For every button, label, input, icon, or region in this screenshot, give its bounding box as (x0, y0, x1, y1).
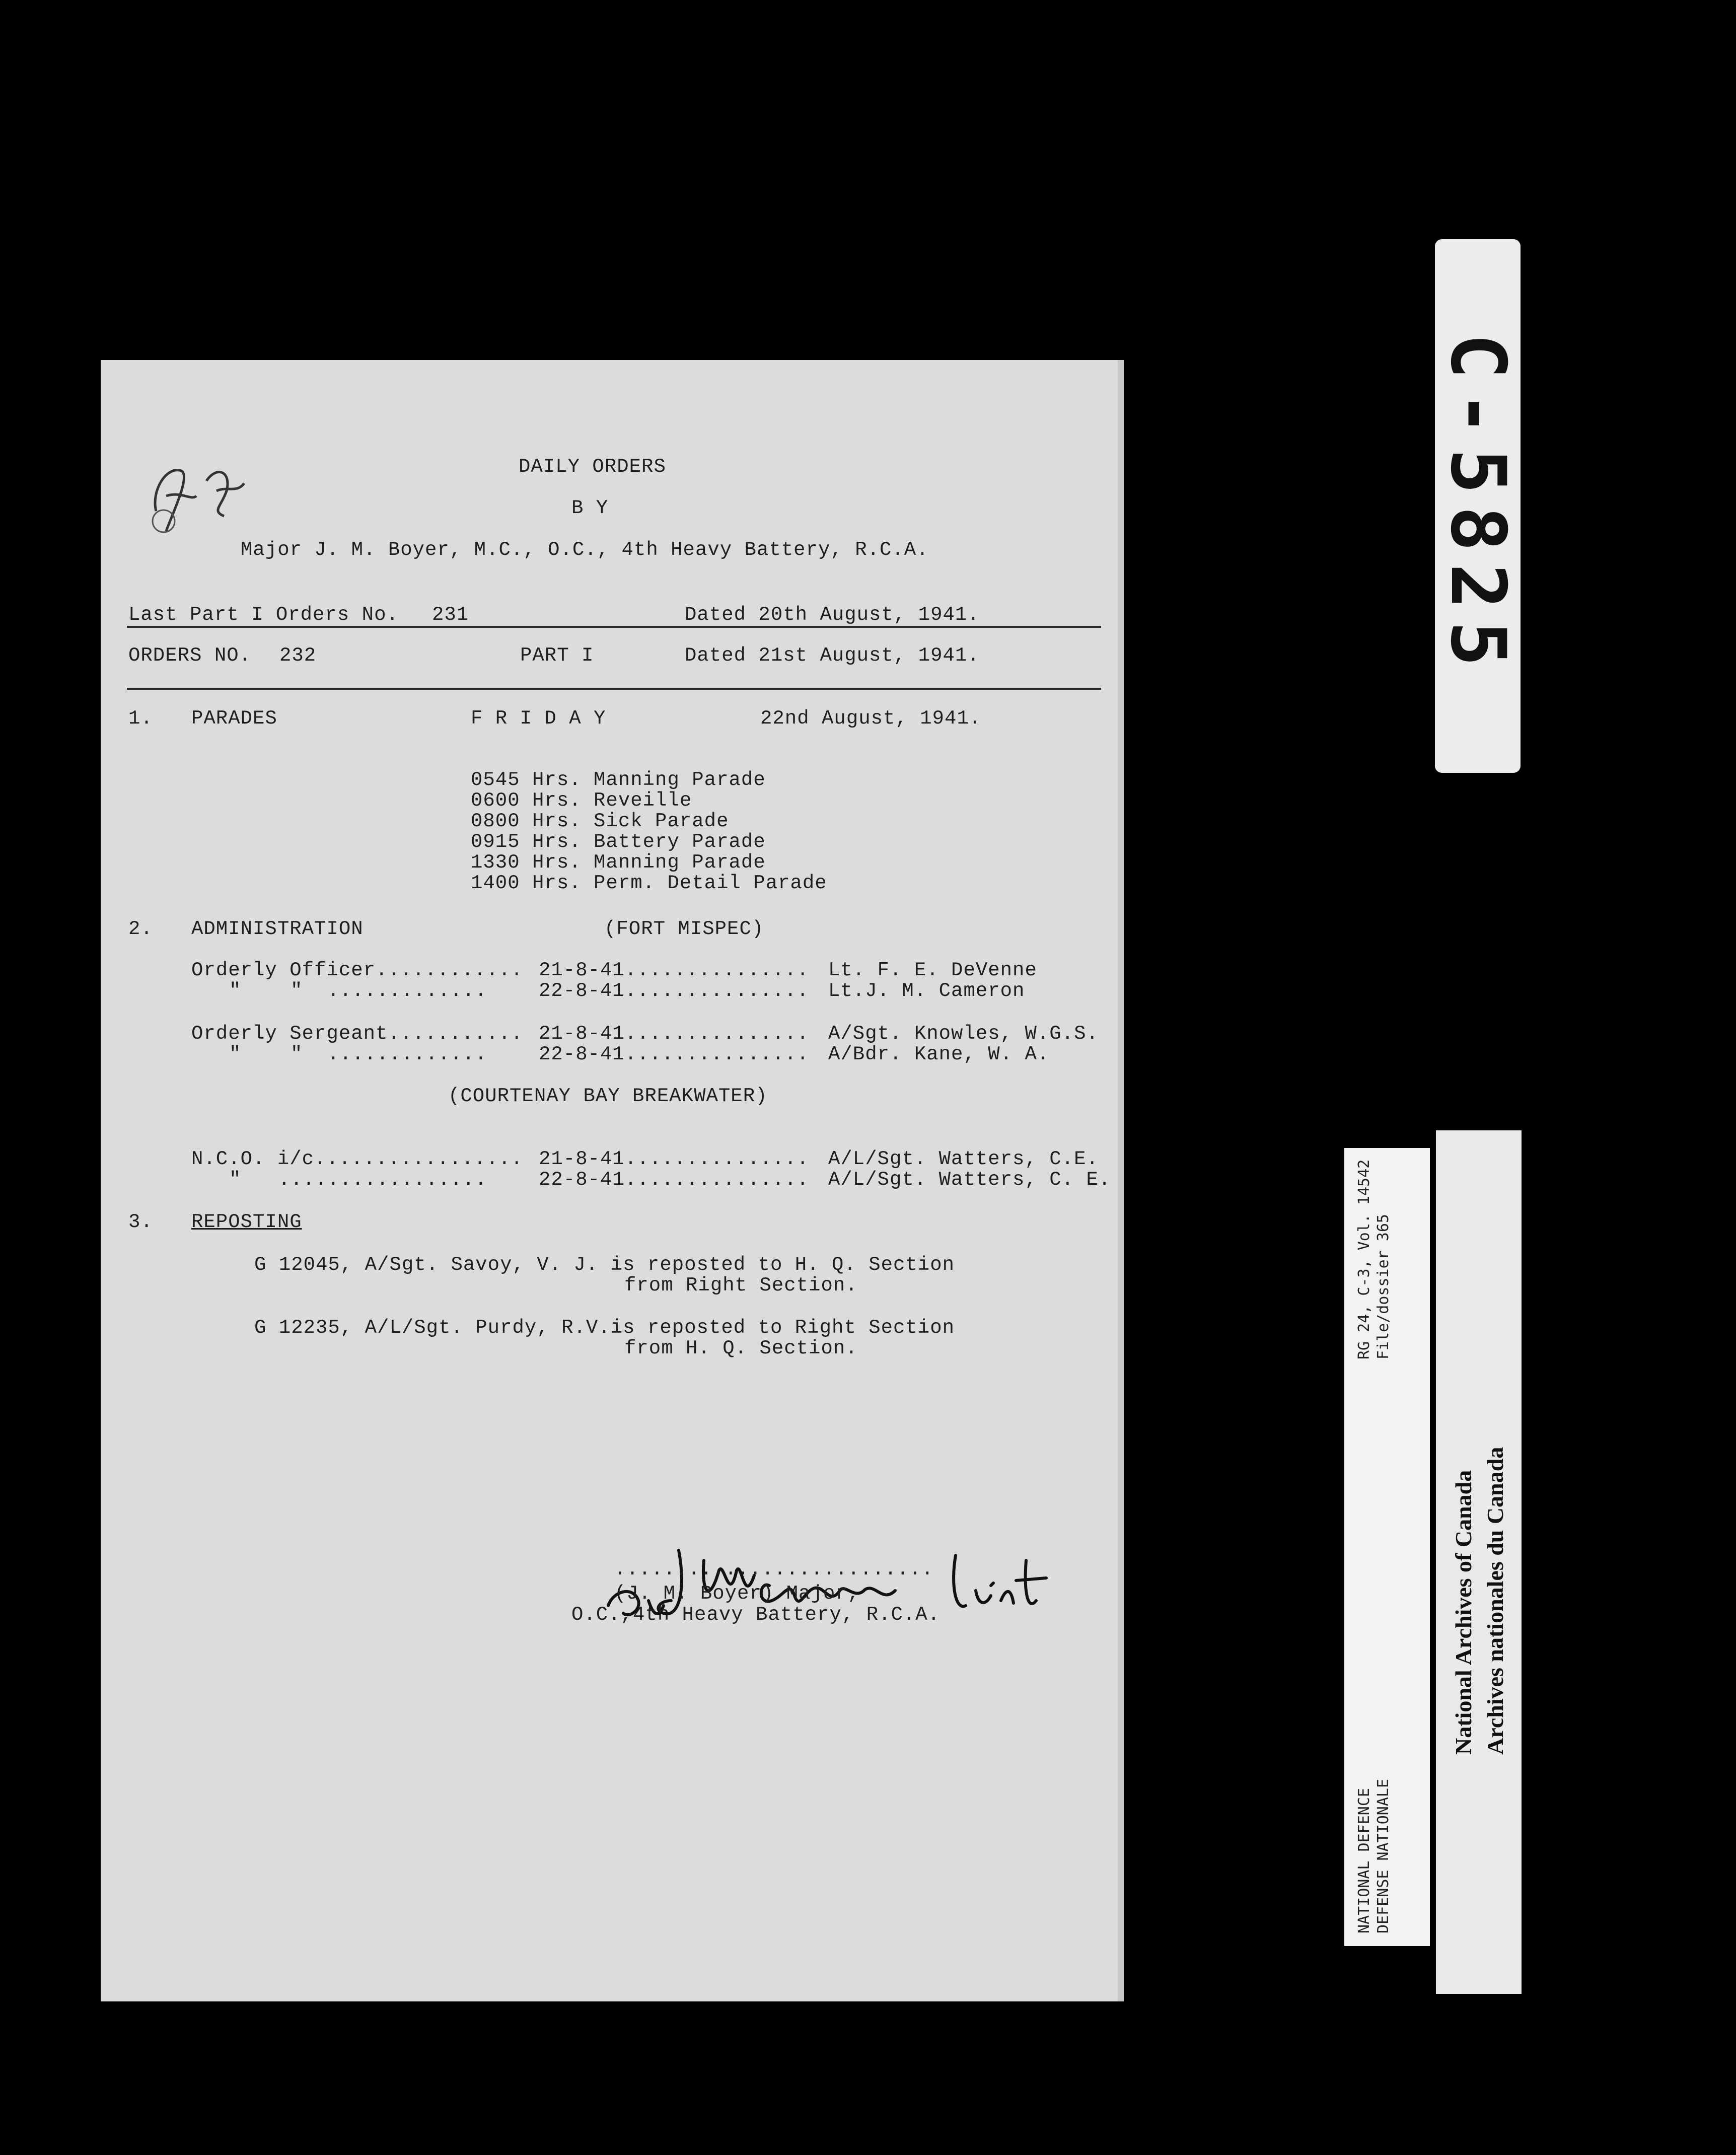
archive-ref-rg: RG 24, C-3, Vol. 14542 (1355, 1159, 1373, 1359)
section-number: 2. (128, 918, 153, 940)
national-archives-label (1436, 1130, 1522, 1994)
archive-ref-file: File/dossier 365 (1375, 1214, 1392, 1359)
duty-name: Lt.J. M. Cameron (828, 980, 1025, 1002)
reposting-entry-from: from H. Q. Section. (624, 1337, 858, 1359)
section-number: 1. (128, 707, 153, 730)
parade-date: 22nd August, 1941. (760, 707, 982, 730)
duty-name: A/L/Sgt. Watters, C. E. (828, 1169, 1111, 1191)
document-sheet (101, 360, 1118, 2001)
location-fort-mispec: (FORT MISPEC) (604, 918, 764, 940)
duty-date: 22-8-41............... (539, 1169, 809, 1191)
duty-name: A/Sgt. Knowles, W.G.S. (828, 1023, 1099, 1045)
archives-en: National Archives of Canada (1451, 1470, 1476, 1755)
duty-date: 22-8-41............... (539, 1043, 809, 1065)
section-title-parades: PARADES (191, 707, 277, 730)
signature-dots: .......................... (614, 1558, 934, 1581)
reposting-entry: G 12045, A/Sgt. Savoy, V. J. is reposted to H. Q. Section (254, 1254, 955, 1276)
duty-role: " " ............. (229, 980, 487, 1002)
reposting-entry-from: from Right Section. (624, 1274, 858, 1297)
parade-item: 0915 Hrs. Battery Parade (471, 831, 766, 853)
duty-date: 21-8-41............... (539, 959, 809, 981)
archive-reference-label (1344, 1148, 1430, 1946)
duty-role: " " ............. (229, 1043, 487, 1065)
duty-date: 22-8-41............... (539, 980, 809, 1002)
location-courtenay-bay: (COURTENAY BAY BREAKWATER) (448, 1085, 768, 1107)
last-orders-number: 231 (432, 604, 469, 626)
orders-by: B Y (571, 497, 609, 519)
duty-role: Orderly Officer............ (191, 959, 523, 981)
duty-name: A/L/Sgt. Watters, C.E. (828, 1148, 1099, 1170)
orders-date: Dated 21st August, 1941. (685, 644, 980, 667)
section-title-administration: ADMINISTRATION (191, 918, 364, 940)
duty-date: 21-8-41............... (539, 1023, 809, 1045)
header-rule-1 (127, 626, 1101, 628)
department-fr: DEFENSE NATIONALE (1375, 1778, 1392, 1933)
duty-role: Orderly Sergeant........... (191, 1023, 523, 1045)
orders-label: ORDERS NO. (128, 644, 252, 667)
commanding-officer: Major J. M. Boyer, M.C., O.C., 4th Heavy Battery, R.C.A. (241, 539, 929, 561)
parade-item: 0600 Hrs. Reveille (471, 789, 692, 812)
parade-item: 1330 Hrs. Manning Parade (471, 851, 766, 874)
duty-name: A/Bdr. Kane, W. A. (828, 1043, 1050, 1065)
last-orders-date: Dated 20th August, 1941. (685, 604, 980, 626)
archives-fr: Archives nationales du Canada (1482, 1447, 1508, 1755)
orders-part: PART I (520, 644, 594, 667)
orders-number: 232 (279, 644, 317, 667)
last-orders-label: Last Part I Orders No. (128, 604, 399, 626)
handwritten-initials (136, 436, 267, 554)
reel-number-label (1435, 239, 1521, 773)
signature-name: (J. M. Boyer) Major, (614, 1583, 860, 1605)
parade-item: 1400 Hrs. Perm. Detail Parade (471, 872, 827, 894)
section-number: 3. (128, 1211, 153, 1233)
reel-number: C-5825 (1434, 333, 1522, 679)
header-rule-2 (127, 688, 1101, 690)
signature-title: O.C.,4th Heavy Battery, R.C.A. (571, 1604, 941, 1626)
duty-role: " ................. (229, 1169, 487, 1191)
section-title-reposting: REPOSTING (191, 1211, 302, 1233)
duty-date: 21-8-41............... (539, 1148, 809, 1170)
reposting-entry: G 12235, A/L/Sgt. Purdy, R.V.is reposted to Right Section (254, 1317, 955, 1339)
duty-role: N.C.O. i/c................. (191, 1148, 523, 1170)
parade-day: F R I D A Y (471, 707, 606, 730)
parade-item: 0545 Hrs. Manning Parade (471, 769, 766, 791)
duty-name: Lt. F. E. DeVenne (828, 959, 1037, 981)
department-en: NATIONAL DEFENCE (1355, 1788, 1373, 1933)
parade-item: 0800 Hrs. Sick Parade (471, 810, 729, 832)
orders-title: DAILY ORDERS (519, 456, 666, 478)
